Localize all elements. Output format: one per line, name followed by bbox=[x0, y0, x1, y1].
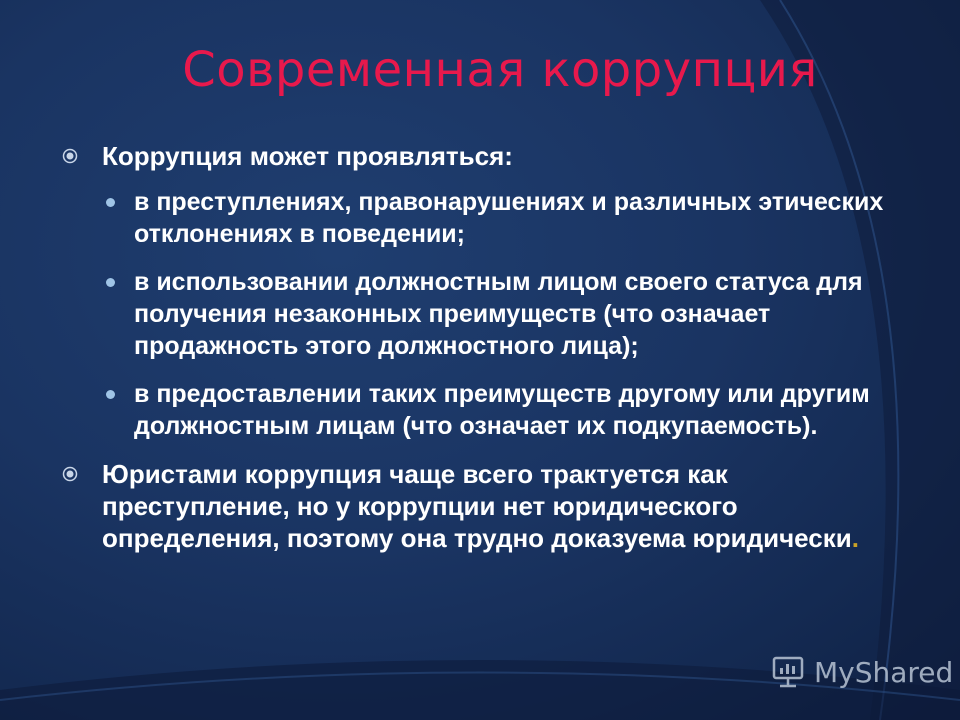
bullet-text: Коррупция может проявляться: bbox=[102, 141, 513, 171]
bullet-level2 bbox=[62, 266, 892, 362]
slide-content bbox=[62, 140, 892, 554]
sub-bullet-text: в использовании должностным лицом своего статуса для получения незаконных преимуществ (что означает продажность этого должностного лица); bbox=[134, 268, 863, 360]
target-bullet-icon bbox=[62, 466, 78, 482]
presentation-icon bbox=[770, 654, 806, 690]
watermark bbox=[770, 652, 953, 692]
target-bullet-icon bbox=[62, 148, 78, 164]
bullet-level1 bbox=[62, 140, 892, 172]
bullet-level1 bbox=[62, 458, 892, 554]
slide-title: Современная коррупция bbox=[182, 42, 818, 98]
sub-bullet-text: в предоставлении таких преимуществ другому или другим должностным лицам (что означает их подкупаемость). bbox=[134, 380, 870, 440]
bullet-level2 bbox=[62, 186, 892, 250]
dot-bullet-icon bbox=[106, 390, 115, 399]
trailing-period: . bbox=[851, 523, 859, 553]
bullet-level2 bbox=[62, 378, 892, 442]
bullet-text: Юристами коррупция чаще всего трактуется как преступление, но у коррупции нет юридического определения, поэтому она трудно доказуема юридически bbox=[102, 459, 852, 553]
dot-bullet-icon bbox=[106, 198, 115, 207]
watermark-label: MyShared bbox=[814, 655, 954, 689]
sub-bullet-text: в преступлениях, правонарушениях и различных этических отклонениях в поведении; bbox=[134, 188, 884, 248]
dot-bullet-icon bbox=[106, 278, 115, 287]
